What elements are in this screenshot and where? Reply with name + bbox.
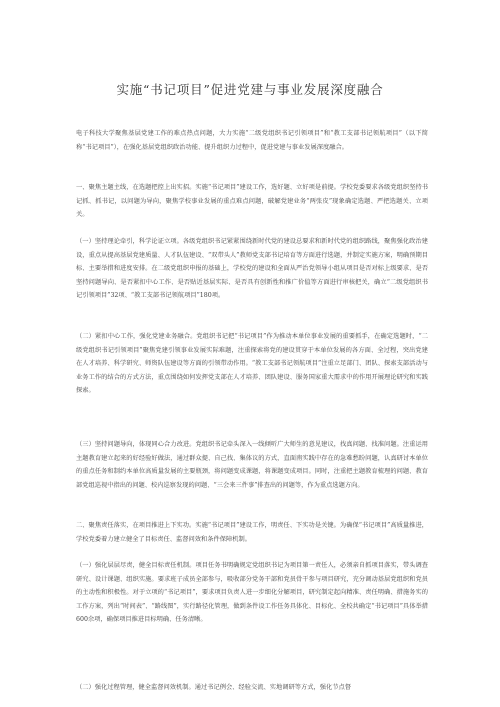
- section-one-paragraph: 一、聚焦主题主线，在选题把控上出实招。实施“书记项目”建设工作，选好题、立好项是前提。学校党委要求各级党组织坚持书记抓、抓书记，以问题为导向，聚焦学校事业发展的重点难点问题，破解党建业务“两张皮”现象确定选题、严把选题关、立项关。: [76, 184, 428, 219]
- intro-paragraph: 电子科技大学聚焦基层党建工作的难点热点问题，大力实施“二级党组织书记引领项目”和“教工支部书记领航项目”（以下简称“书记项目”），在强化基层党组织政治功能、提升组织力过程中，促进党建与事业发展深度融合。: [76, 130, 428, 151]
- section-two-item-two: （二）强化过程管理，健全监督问效机制。通过书记例会、经验交流、实地调研等方式，强化节点督: [76, 684, 351, 691]
- document-title: 实施“书记项目”促进党建与事业发展深度融合: [116, 82, 384, 97]
- section-two-paragraph: 二、聚焦责任落实，在项目推进上下实功。实施“书记项目”建设工作，明责任、下实功是关键。为确保“书记项目”高质量推进，学校党委着力建立健全了目标责任、监督问效和条件保障机制。: [76, 522, 428, 543]
- section-one-item-one: （一）坚持理论牵引，科学论证立项。各级党组织书记紧紧围绕新时代党的建设总要求和新时代党的组织路线，聚焦强化政治建设，重点从提高基层党建质量、人才队伍建设、“双带头人”教师党支部书记培育等方面进行选题，并制定实施方案，明确预期目标、主要举措和进度安排。在二级党组织申报的基础上，学校党的建设和全面从严治党领导小组从项目是否对标上级要求、是否坚持问题导向、是否紧扣中心工作、是否贴近基层实际、是否具有创新性和推广价值等方面进行审核把关，确立“二级党组织书记引领项目”32项、“教工支部书记领航项目”180项。: [76, 238, 428, 300]
- section-two-item-one: （一）强化层层尽责，健全目标责任机制。项目任务书明确规定党组织书记为项目第一责任人，必须亲自抓项目落实，带头调查研究、设计课题、组织实施。要求班子成员全部参与，吸收部分党务干部和党员骨干参与项目研究，充分调动基层党组织和党员的主动性和积极性。对于立项的“书记项目”，要求项目负责人进一步细化分解项目，研究制定起向精准、责任明确、措施务实的工作方案，列出“时间表”、“路线图”，实行路径化管理，做到条件设工作任务具体化、目标化、全校共确定“书记项目”具体举措600余项，确保项目推进目标明确、任务清晰。: [76, 562, 428, 624]
- section-one-item-three: （三）坚持问题导向，体现同心合力改进。党组织书记牵头深入一线倾听广大师生的意见建议，找真问题、找准问题。注重运用主题教育建立起来的好经验好做法，通过群众提、自己找、集体议的方式，直面南实践中存在的急难愁盼问题，认真研讨本单位的重点任务和制约本单位高质量发展的主要瓶颈，将问题变成课题，将课题变成项目。同时，注重把主题教育梳理的问题、教育部党组巡视中指出的问题、校内巡察发现的问题、“三会来三件事”排查出的问题等，作为重点选题方向。: [76, 441, 428, 489]
- section-one-item-two: （二）紧扣中心工作，强化党建业务融合。党组织书记把“书记项目”作为推动本单位事业发展的重要抓手，在确定选题时，“二级党组织书记引领项目”聚焦党建引领事业发展实际难题，注重探索将党的建设贯穿于本单位发展的各方面、全过程，突出党建在人才培养、科学研究、师资队伍建设等方面的引领带动作用。“教工支部书记领航项目”注重立足部门、团队、探索支部活动与业务工作的结合的方式方法，重点围绕如何发挥党支部在人才培养、团队建设、服务国家重大需求中的作用开展理论研究和实践探索。: [76, 333, 428, 395]
